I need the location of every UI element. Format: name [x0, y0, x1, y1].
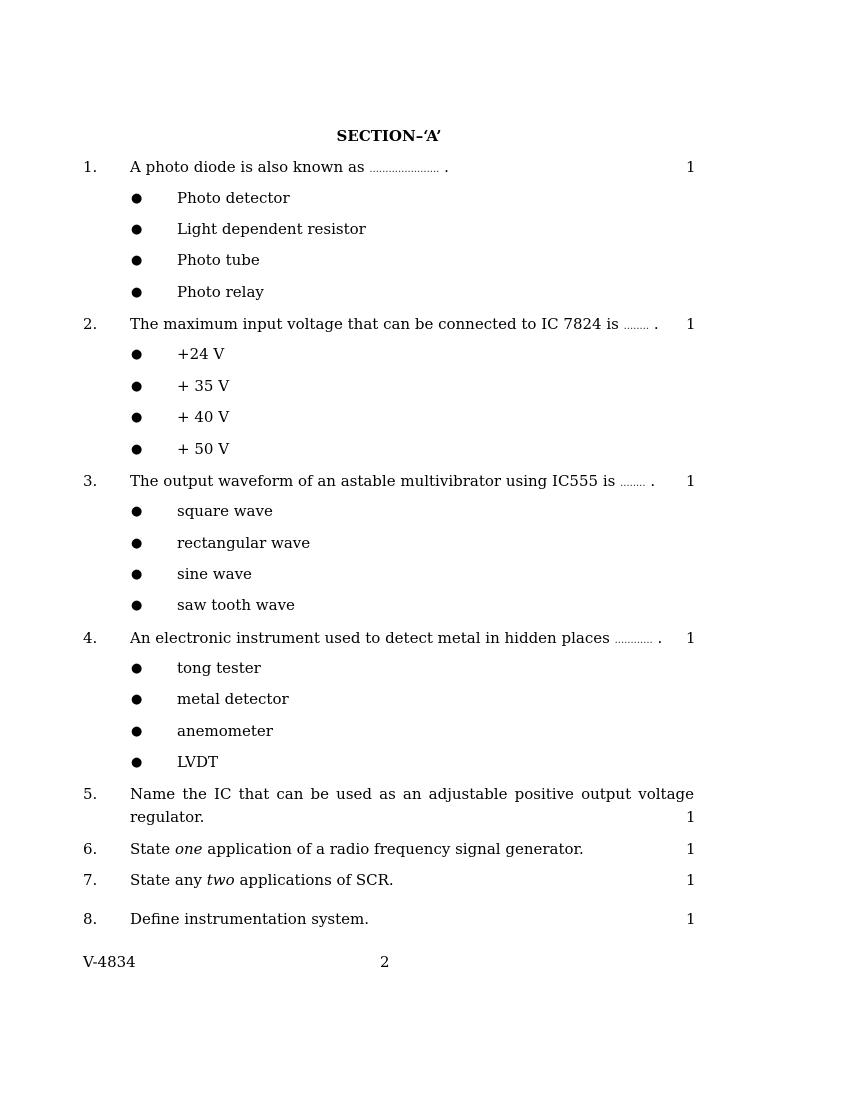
question-text: Define instrumentation system. — [130, 910, 370, 928]
question-marks: 1 — [686, 910, 696, 928]
option-text: + 40 V — [177, 408, 230, 426]
question-text — [130, 472, 655, 490]
option-text: tong tester — [177, 659, 261, 677]
bullet-icon: ● — [131, 410, 143, 425]
question-text-end: . — [444, 158, 449, 176]
question-number: 1. — [83, 158, 98, 176]
question-text — [130, 871, 394, 889]
bullet-icon: ● — [131, 536, 143, 551]
bullet-icon: ● — [131, 347, 143, 362]
question-text — [130, 315, 659, 333]
page-number: 2 — [380, 953, 390, 971]
question-text — [130, 158, 449, 176]
question-text-end: application of a radio frequency signal generator. — [207, 840, 584, 858]
question-text-main: State any — [130, 871, 202, 889]
question-text-main: A photo diode is also known as — [130, 158, 365, 176]
bullet-icon: ● — [131, 504, 143, 519]
question-number: 8. — [83, 910, 98, 928]
bullet-icon: ● — [131, 442, 143, 457]
section-title: SECTION–‘A’ — [336, 127, 442, 145]
bullet-icon: ● — [131, 661, 143, 676]
bullet-icon: ● — [131, 253, 143, 268]
question-text-end: . — [653, 315, 659, 333]
option-text: LVDT — [177, 753, 219, 771]
question-number: 6. — [83, 840, 98, 858]
question-text: Name the IC that can be used as an adjustable positive output voltage — [130, 785, 694, 803]
option-text: + 35 V — [177, 377, 230, 395]
question-text-continued: regulator. — [130, 808, 205, 826]
question-number: 4. — [83, 629, 98, 647]
option-text: saw tooth wave — [177, 596, 295, 614]
question-text-main: The output waveform of an astable multivibrator using IC555 is — [130, 472, 616, 490]
option-text: Photo tube — [177, 251, 260, 269]
question-text-end: applications of SCR. — [239, 871, 394, 889]
answer-blank: ...................... — [369, 164, 440, 175]
bullet-icon: ● — [131, 567, 143, 582]
question-text-main: An electronic instrument used to detect metal in hidden places — [130, 629, 610, 647]
question-text-main: The maximum input voltage that can be connected to IC 7824 is — [130, 315, 619, 333]
bullet-icon: ● — [131, 692, 143, 707]
bullet-icon: ● — [131, 755, 143, 770]
option-text: anemometer — [177, 722, 273, 740]
question-marks: 1 — [686, 840, 696, 858]
question-marks: 1 — [686, 158, 696, 176]
option-text: Light dependent resistor — [177, 220, 366, 238]
question-text-end: . — [650, 472, 656, 490]
question-marks: 1 — [686, 629, 696, 647]
question-number: 7. — [83, 871, 98, 889]
paper-code: V-4834 — [83, 953, 136, 971]
bullet-icon: ● — [131, 598, 143, 613]
answer-blank: ........ — [620, 478, 646, 489]
bullet-icon: ● — [131, 379, 143, 394]
question-marks: 1 — [686, 472, 696, 490]
question-number: 5. — [83, 785, 98, 803]
bullet-icon: ● — [131, 724, 143, 739]
option-text: Photo detector — [177, 189, 290, 207]
question-text — [130, 840, 584, 858]
question-number: 3. — [83, 472, 98, 490]
option-text: metal detector — [177, 690, 289, 708]
question-text — [130, 629, 662, 647]
answer-blank: ........ — [623, 321, 650, 332]
answer-blank: ............ — [614, 635, 653, 646]
question-marks: 1 — [686, 871, 696, 889]
question-text-end: . — [657, 629, 663, 647]
option-text: rectangular wave — [177, 534, 311, 552]
option-text: square wave — [177, 502, 273, 520]
emphasis-text: two — [206, 871, 235, 889]
emphasis-text: one — [174, 840, 203, 858]
option-text: +24 V — [177, 345, 225, 363]
question-number: 2. — [83, 315, 98, 333]
bullet-icon: ● — [131, 191, 143, 206]
bullet-icon: ● — [131, 222, 143, 237]
option-text: + 50 V — [177, 440, 230, 458]
question-marks: 1 — [686, 808, 696, 826]
question-text-main: State — [130, 840, 171, 858]
bullet-icon: ● — [131, 285, 143, 300]
question-marks: 1 — [686, 315, 696, 333]
option-text: sine wave — [177, 565, 252, 583]
option-text: Photo relay — [177, 283, 264, 301]
